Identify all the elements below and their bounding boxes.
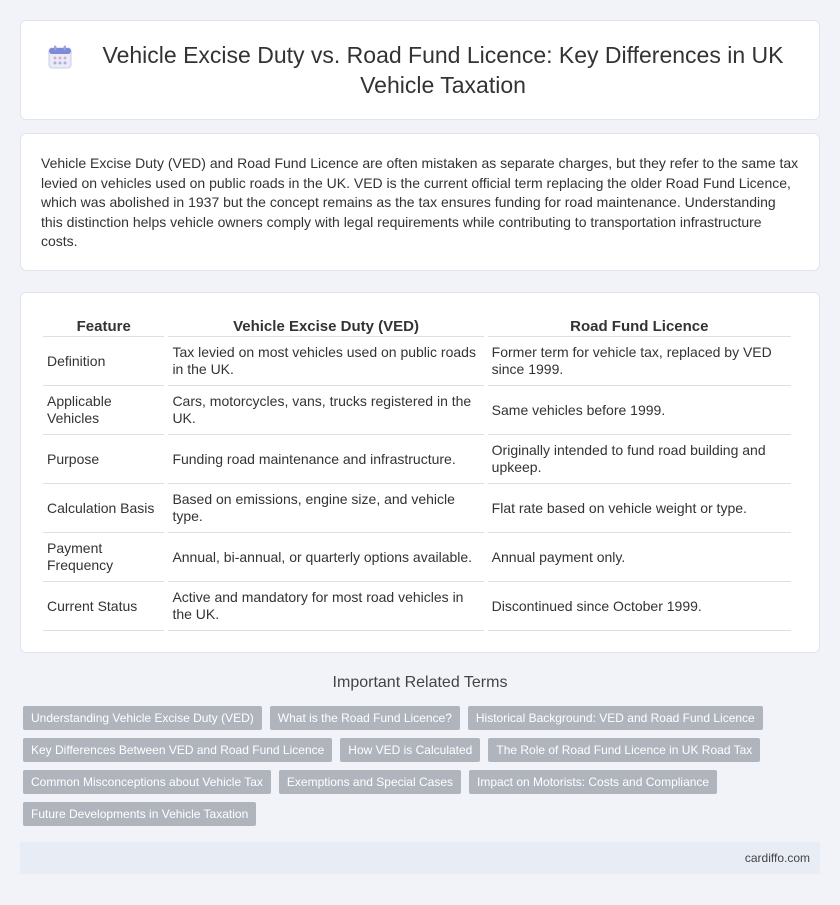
table-header-row [43,315,791,337]
related-term-tag[interactable]: What is the Road Fund Licence? [270,706,460,730]
header-feature: Feature [43,315,164,337]
rfl-cell: Discontinued since October 1999. [488,582,791,631]
table-row [43,337,791,386]
rfl-cell: Former term for vehicle tax, replaced by VED since 1999. [488,337,791,386]
related-terms-list [23,706,803,834]
related-terms-title: Important Related Terms [332,674,508,691]
header-road-fund-licence: Road Fund Licence [488,315,791,337]
ved-cell: Annual, bi-annual, or quarterly options available. [168,533,483,582]
feature-cell: Current Status [43,582,164,631]
table-row [43,582,791,631]
feature-cell: Applicable Vehicles [43,386,164,435]
ved-cell: Cars, motorcycles, vans, trucks registered in the UK. [168,386,483,435]
calendar-icon [47,44,73,70]
related-term-tag[interactable]: Impact on Motorists: Costs and Compliance [469,770,717,794]
table-row [43,484,791,533]
footer-brand-link[interactable]: cardiffo.com [744,851,810,865]
related-term-tag[interactable]: Understanding Vehicle Excise Duty (VED) [23,706,262,730]
related-term-tag[interactable]: Historical Background: VED and Road Fund Licence [468,706,763,730]
table-row [43,435,791,484]
feature-cell: Definition [43,337,164,386]
intro-paragraph: Vehicle Excise Duty (VED) and Road Fund Licence are often mistaken as separate charges, but they refer to the same tax levied on vehicles used on public roads in the UK. VED is the current official term replacing the older Road Fund Licence, which was abolished in 1937 but the concept remains as the tax ensures funding for road maintenance. Understanding this distinction helps vehicle owners comply with legal requirements while contributing to transportation infrastructure costs. [41,155,799,250]
table-row [43,533,791,582]
related-term-tag[interactable]: Future Developments in Vehicle Taxation [23,802,256,826]
related-term-tag[interactable]: The Role of Road Fund Licence in UK Road Tax [488,738,760,762]
table-row [43,386,791,435]
comparison-table [39,315,795,631]
rfl-cell: Originally intended to fund road building and upkeep. [488,435,791,484]
rfl-cell: Same vehicles before 1999. [488,386,791,435]
rfl-cell: Flat rate based on vehicle weight or type. [488,484,791,533]
footer [20,842,820,874]
ved-cell: Active and mandatory for most road vehicles in the UK. [168,582,483,631]
related-term-tag[interactable]: Common Misconceptions about Vehicle Tax [23,770,271,794]
related-term-tag[interactable]: How VED is Calculated [340,738,480,762]
feature-cell: Purpose [43,435,164,484]
feature-cell: Payment Frequency [43,533,164,582]
related-term-tag[interactable]: Exemptions and Special Cases [279,770,461,794]
page-title: Vehicle Excise Duty vs. Road Fund Licence: Key Differences in UK Vehicle Taxation [102,42,784,98]
intro-card [20,133,820,271]
header-card [20,20,820,120]
ved-cell: Funding road maintenance and infrastructure. [168,435,483,484]
header-ved: Vehicle Excise Duty (VED) [168,315,483,337]
ved-cell: Based on emissions, engine size, and vehicle type. [168,484,483,533]
ved-cell: Tax levied on most vehicles used on public roads in the UK. [168,337,483,386]
title-wrap [47,40,793,100]
table-card [20,292,820,653]
rfl-cell: Annual payment only. [488,533,791,582]
related-term-tag[interactable]: Key Differences Between VED and Road Fund Licence [23,738,332,762]
feature-cell: Calculation Basis [43,484,164,533]
